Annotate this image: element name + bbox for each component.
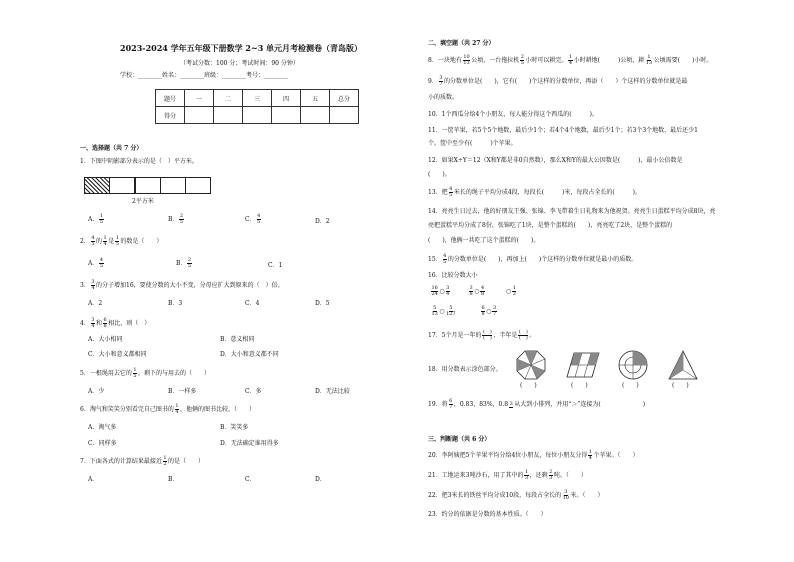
q1-bar-label: 2平方米 [132, 198, 154, 205]
question-23: 23．约分的依据是分数的基本性质。（ ） [428, 511, 547, 518]
score-cell[interactable] [243, 107, 272, 124]
bar-cell [109, 177, 135, 194]
question-22: 22．把3米长的铁丝平均分成10段，每段占全长的 $\frac{3}{10}$ 米。（ ） [428, 489, 604, 501]
q1-option-b[interactable]: B． $\frac{2}{5}$ [168, 213, 184, 225]
q16-compare-5[interactable]: $\frac{6}{8}$ ○ $\frac{3}{7}$ [481, 305, 497, 317]
question-4: 4． $\frac{3}{4}$ 和 $\frac{6}{8}$ 相比，则（ ） [80, 317, 151, 329]
q4-option-a[interactable]: A．大小相同 [88, 336, 123, 343]
question-14-cont: 亮把蛋糕平均分成了8份，张锦吃了1块，是整个蛋糕的( )，亮亮吃了2块，是整个蛋糕的 [428, 222, 673, 229]
q3-option-d[interactable]: D．5 [315, 300, 330, 307]
bar-cell [135, 177, 161, 194]
q1-bar-figure [85, 177, 211, 194]
score-header-cell: 一 [185, 90, 214, 107]
score-cell[interactable] [301, 107, 330, 124]
q7-option-b[interactable]: B． [168, 476, 179, 483]
parallelogram-figure [566, 352, 600, 378]
q2-option-b[interactable]: B． $\frac{2}{5}$ [176, 257, 192, 269]
q4-option-d[interactable]: D．大小和意义都不同 [220, 351, 279, 358]
q4-option-b[interactable]: B．意义相同 [220, 336, 255, 343]
section-1-title: 一、选择题（共 7 分） [80, 145, 143, 152]
q18-blank-3[interactable]: ( ) [622, 382, 639, 389]
question-19: 19．将 $\frac{6}{7}$ ，0.83，83%，0.8 3 从大到小排列，并用“＞”连接为( ) [428, 398, 646, 410]
score-header-cell: 二 [214, 90, 243, 107]
q5-option-d[interactable]: D．无法比较 [315, 388, 350, 395]
q7-option-d[interactable]: D． [315, 476, 326, 483]
bar-cell [185, 177, 211, 194]
question-5: 5．一根绳用去它的 $\frac{1}{5}$ ，剩下的与用去的（ ） [80, 367, 211, 379]
q4-option-c[interactable]: C．大小和意义都相同 [88, 351, 147, 358]
q3-option-b[interactable]: B．3 [168, 300, 183, 307]
question-12-cont: ( )。 [428, 171, 451, 178]
question-1: 1．下图中阴影部分表示的是（ ）平方米。 [80, 158, 198, 165]
question-9-cont: 小的质数。 [428, 94, 459, 101]
q7-option-a[interactable]: A． [88, 476, 99, 483]
score-table [155, 89, 359, 124]
section-3-title: 三、判断题（共 6 分） [428, 436, 491, 443]
question-11: 11．一筐苹果，若5个5个地数，最后少1个；若4个4个地数，最后少1个；若3个3个地数，最后还少1 [428, 127, 698, 134]
question-12: 12．如果X÷Y＝12（X和Y都是非0自然数），那么X和Y的最大公因数是( )，最小公倍数是 [428, 157, 683, 164]
question-18: 18．用分数表示涂色部分。 [428, 366, 502, 373]
question-20: 20．李阿姨把5个苹果平均分给4位小朋友，每位小朋友分得 $\frac{1}{4}$ 个苹果。（ ） [428, 449, 639, 461]
question-21: 21．工地运来3吨沙石，用了其中的 $\frac{1}{3}$ ，还剩 $\frac{2}{3}$ 吨。（ ） [428, 469, 587, 481]
triangle-figure [668, 350, 698, 380]
exam-info: （考试分数：100 分；考试时间：90 分钟） [180, 60, 299, 67]
q16-compare-3[interactable]: ○ $\frac{1}{2}$ [506, 285, 516, 297]
question-2: 2． $\frac{4}{5}$ 的 $\frac{1}{4}$ 是 $\frac{1}{5}$ 的数是（ ） [80, 235, 163, 247]
q7-option-c[interactable]: C． [245, 476, 256, 483]
score-label-cell: 得分 [156, 107, 185, 124]
q1-option-c[interactable]: C． $\frac{4}{5}$ [245, 213, 261, 225]
question-14: 14．亮亮生日过去，他的好朋友王强、张锦、李飞带着生日礼物来为他祝贺。亮亮生日蛋糕平均分成8块，亮 [428, 208, 716, 215]
question-15: 15． $\frac{4}{5}$ 的分数单位是( )，再加上( )个这样的分数单位就是最小的质数。 [428, 253, 638, 265]
q5-option-b[interactable]: B．一样多 [168, 388, 197, 395]
question-11-cont: 个。筐中至少有( )个苹果。 [428, 140, 517, 147]
q3-option-a[interactable]: A．2 [88, 300, 103, 307]
q2-option-c[interactable]: C．1 [268, 262, 283, 269]
question-8: 8．一块地有 $\frac{10}{13}$ 公顷，一台拖拉机 $\frac{2}{5}$ 小时可以耕完。 $\frac{1}{4}$ 小时耕地( )公顷，耕 $\frac{1}{13}$ 公顷需要( )小时。 [428, 54, 713, 66]
question-16: 16．比较分数大小 [428, 272, 478, 279]
q5-option-a[interactable]: A．少 [88, 388, 105, 395]
q6-option-a[interactable]: A．淘气多 [88, 424, 117, 431]
q3-option-c[interactable]: C．4 [245, 300, 260, 307]
q16-compare-4[interactable]: $\frac{5}{13}$ ○ $\frac{5}{127}$ [431, 305, 456, 317]
score-header-cell: 四 [272, 90, 301, 107]
q6-option-d[interactable]: D．无法确定谁用得多 [220, 440, 279, 447]
q5-option-c[interactable]: C．多 [245, 388, 262, 395]
q18-blank-4[interactable]: ( ) [672, 382, 689, 389]
score-cell[interactable] [214, 107, 243, 124]
bar-cell [160, 177, 186, 194]
q18-blank-1[interactable]: ( ) [520, 382, 537, 389]
score-cell[interactable] [185, 107, 214, 124]
circle-figure [618, 350, 648, 380]
bar-shaded-cell [84, 177, 110, 194]
q1-option-d[interactable]: D．2 [315, 218, 330, 225]
student-fields: 学校：________姓名：________班级：________考号：________ [120, 72, 289, 79]
question-6: 6．淘气和笑笑分别看完自己图书的 $\frac{1}{4}$ ，他俩的图书比较，（ ） [80, 403, 256, 415]
q16-compare-1[interactable]: $\frac{16}{24}$ ○ $\frac{3}{4}$ [431, 285, 450, 297]
question-14-cont2: ( )，他俩一共吃了这个蛋糕的( )。 [428, 237, 540, 244]
question-17: 17．5个月是一年的 $\frac{( )}{( )}$ ，半年是 $\frac{( )}{( )}$ 。 [428, 329, 536, 341]
q18-blank-2[interactable]: ( ) [571, 382, 588, 389]
question-9: 9． $\frac{3}{7}$ 的分数单位是( )，它有( )个这样的分数单位，再添（ ）个这样的分数单位就是最 [428, 75, 688, 87]
q6-option-b[interactable]: B．笑笑多 [220, 424, 249, 431]
score-cell[interactable] [330, 107, 359, 124]
octagon-figure [516, 350, 546, 380]
question-3: 3． $\frac{3}{4}$ 的分子增加16，要使分数的大小不变，分母应扩大到原来的（ ）倍。 [80, 279, 284, 291]
q16-compare-2[interactable]: $\frac{3}{8}$ ○ $\frac{4}{8}$ [469, 285, 485, 297]
score-header-cell: 题号 [156, 90, 185, 107]
question-13: 13．把 $\frac{4}{5}$ 米长的绳子平均分成4段，每段长( )米，每段占全长的( )。 [428, 186, 642, 198]
q2-option-a[interactable]: A． $\frac{4}{5}$ [88, 257, 104, 269]
score-header-cell: 三 [243, 90, 272, 107]
q1-option-a[interactable]: A． $\frac{1}{5}$ [88, 213, 104, 225]
question-7: 7．下面各式的计算结果最接近 $\frac{1}{2}$ 的是（ ） [80, 455, 205, 467]
q6-option-c[interactable]: C．同样多 [88, 440, 117, 447]
section-2-title: 二、填空题（共 27 分） [428, 40, 495, 47]
score-cell[interactable] [272, 107, 301, 124]
page-title: 2023-2024 学年五年级下册数学 2~3 单元月考检测卷（青岛版） [120, 43, 363, 53]
score-header-cell: 总分 [330, 90, 359, 107]
question-10: 10．1个西瓜分给4个小朋友，每人能分得这个西瓜的( )。 [428, 111, 598, 118]
score-header-cell: 五 [301, 90, 330, 107]
